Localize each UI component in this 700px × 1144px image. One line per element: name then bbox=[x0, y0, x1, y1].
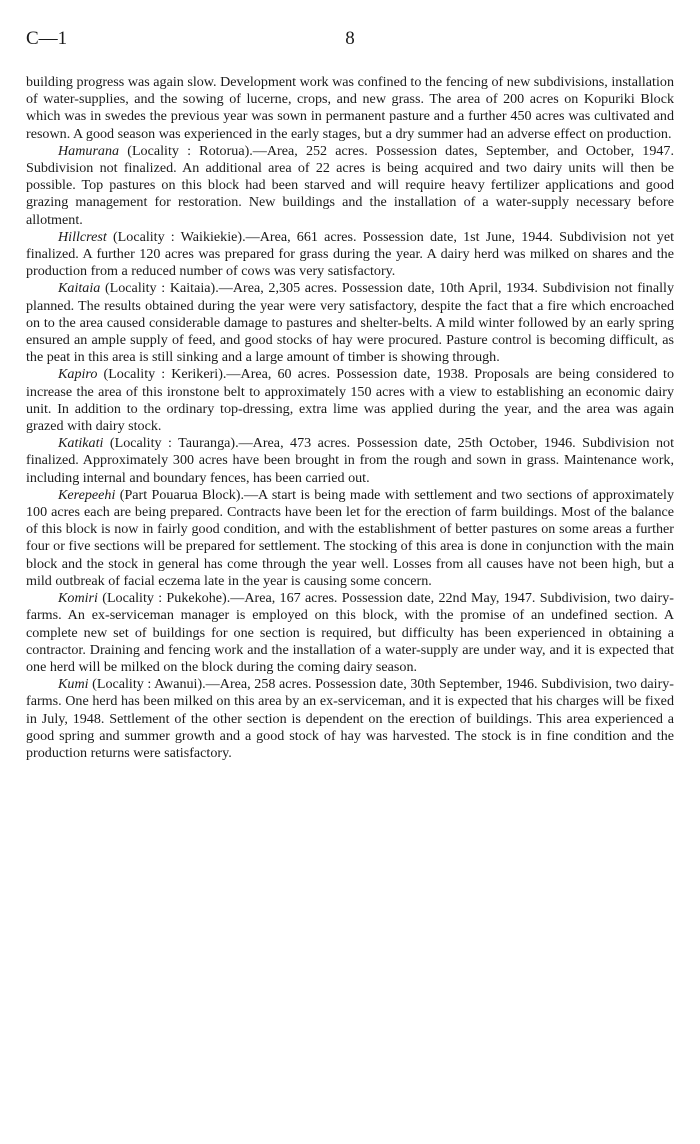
paragraph-text: (Part Pouarua Block).—A start is being made with settlement and two sections of approximately 100 acres each are being prepared. Contracts have been let for the erection of farm buildings. Most of the balance of this block is now in fairly good condition, and with the establishment of better pastures on some areas a further four or five sections will be prepared for settlement. The stocking of this area is done in conjunction with the main block and the stock in general has come through the year well. Losses from all causes have not been high, but a mild outbreak of facial eczema late in the year is causing some concern. bbox=[26, 486, 674, 589]
paragraph-hillcrest bbox=[26, 229, 674, 281]
paragraph-text: (Locality : Kerikeri).—Area, 60 acres. Possession date, 1938. Proposals are being considered to increase the area of this ironstone belt to approximately 150 acres with a view to establishing an economic dairy unit. In addition to the ordinary top-dressing, extra lime was applied during the year, and the area was again grazed with dairy stock. bbox=[26, 366, 674, 435]
document-page bbox=[26, 28, 674, 762]
page-header bbox=[26, 28, 674, 54]
paragraph-text: (Locality : Waikiekie).—Area, 661 acres. Possession date, 1st June, 1944. Subdivision not yet finalized. A further 120 acres was prepared for grass during the year. A dairy herd was milked on shares and the production from a reduced number of cows was very satisfactory. bbox=[26, 228, 674, 280]
paragraph-katikati bbox=[26, 435, 674, 487]
paragraph-text: (Locality : Tauranga).—Area, 473 acres. Possession date, 25th October, 1946. Subdivision not finalized. Approximately 300 acres have been brought in from the rough and sown in grass. Maintenance work, including internal and boundary fences, has been carried out. bbox=[26, 435, 674, 486]
locality-name: Kaitaia bbox=[58, 280, 101, 297]
paragraph-hamurana bbox=[26, 143, 674, 229]
intro-paragraph: building progress was again slow. Development work was confined to the fencing of new subdivisions, installation of water-supplies, and the sowing of lucerne, crops, and new grass. The area of 200 acres on Kopuriki Block which was in swedes the previous year was sown in permanent pasture and a further 450 acres was cultivated and resown. A good season was experienced in the early stages, but a dry summer had an adverse effect on production. bbox=[26, 74, 674, 142]
locality-name: Komiri bbox=[58, 590, 98, 607]
locality-name: Kapiro bbox=[58, 366, 98, 383]
document-id: C—1 bbox=[26, 28, 68, 49]
paragraph-kaitaia bbox=[26, 280, 674, 366]
paragraph-text: (Locality : Kaitaia).—Area, 2,305 acres. Possession date, 10th April, 1934. Subdivision not finally planned. The results obtained during the year were very satisfactory, despite the fact that a fire which encroached on to the area caused considerable damage to pastures and shelter-belts. A mild winter followed by an early spring ensured an ample supply of feed, and good stocks of hay were procured. Pasture control is becoming difficult, as the peat in this area is still sinking and a large amount of timber is showing through. bbox=[26, 280, 674, 366]
paragraph-kerepeehi bbox=[26, 487, 674, 590]
page-number: 8 bbox=[345, 28, 355, 49]
locality-name: Kerepeehi bbox=[58, 486, 116, 503]
paragraph-text: (Locality : Awanui).—Area, 258 acres. Possession date, 30th September, 1946. Subdivision, two dairy-farms. One herd has been milked on this area by an ex-serviceman, and it is expected that his charges will be fixed in July, 1948. Settlement of the other section is dependent on the erection of buildings. This area experienced a good spring and summer growth and a good stock of hay was harvested. The stock is in fine condition and the production returns were satisfactory. bbox=[26, 676, 674, 761]
paragraph-kumi bbox=[26, 676, 674, 762]
locality-name: Kumi bbox=[58, 676, 89, 693]
paragraph-kapiro bbox=[26, 366, 674, 435]
paragraph-text: (Locality : Rotorua).—Area, 252 acres. Possession dates, September, and October, 1947. Subdivision not finalized. An additional area of 22 acres is being acquired and two dairy units will then be possible. Top pastures on this block had been starved and will require heavy fertilizer applications and good grazing management for restoration. New buildings and the installation of a water-supply necessary before allotment. bbox=[26, 142, 674, 228]
locality-name: Katikati bbox=[58, 435, 104, 452]
paragraph-komiri bbox=[26, 590, 674, 676]
locality-name: Hillcrest bbox=[58, 228, 107, 245]
locality-name: Hamurana bbox=[58, 142, 120, 159]
paragraph-text: (Locality : Pukekohe).—Area, 167 acres. Possession date, 22nd May, 1947. Subdivision, two dairy-farms. An ex-serviceman manager is employed on this block, with the promise of an undefined section. A complete new set of buildings for one section is required, but difficulty has been experienced in obtaining a contractor. Draining and fencing work and the installation of a water-supply are under way, and it is expected that one herd will be milked on the block during the coming dairy season. bbox=[26, 590, 674, 675]
